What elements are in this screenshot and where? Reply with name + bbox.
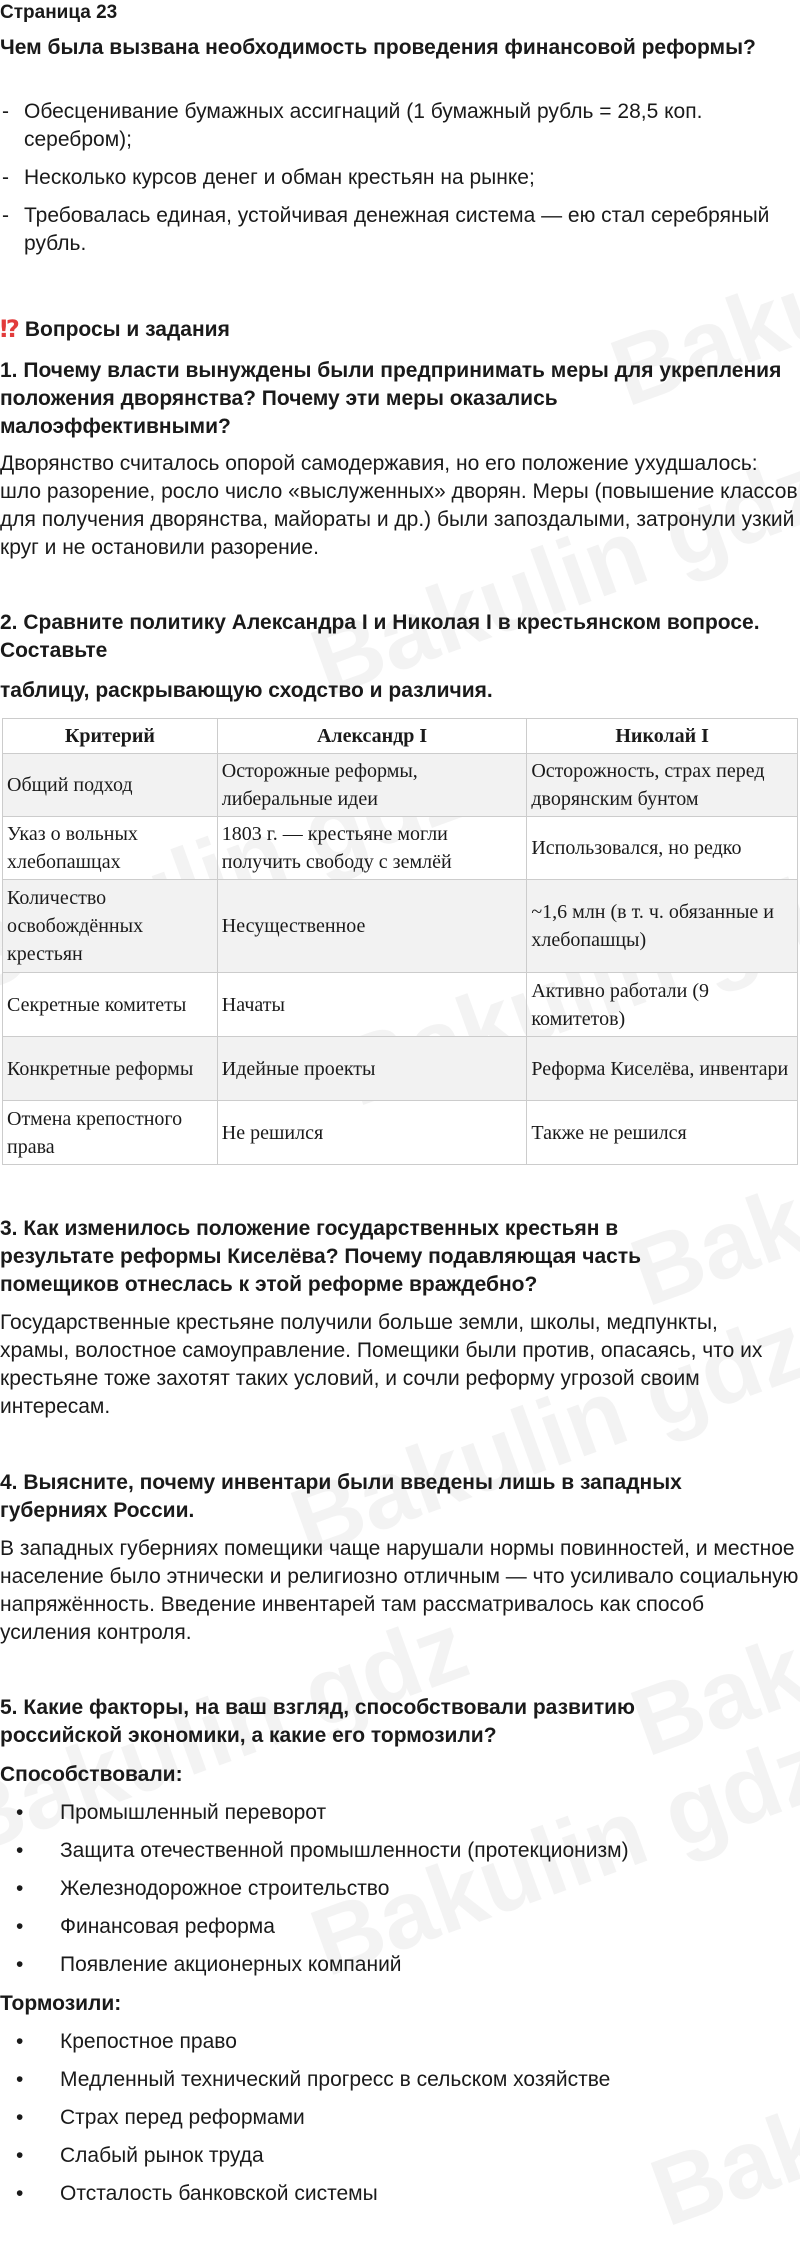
table-cell: Конкретные реформы xyxy=(3,1037,218,1101)
table-row xyxy=(3,880,798,973)
table-header: Александр I xyxy=(217,719,527,754)
table-cell: Указ о вольных хлебопашцах xyxy=(3,817,218,880)
table-header: Критерий xyxy=(3,719,218,754)
helped-label: Способствовали: xyxy=(0,1763,183,1786)
list-item: - Требовалась единая, устойчивая денежная система — ею стал серебряный рубль. xyxy=(2,204,770,255)
table-cell: Активно работали (9 комитетов) xyxy=(527,973,798,1037)
hindered-label: Тормозили: xyxy=(0,1992,122,2015)
table-cell: Начаты xyxy=(217,973,527,1037)
table-cell: Общий подход xyxy=(3,754,218,817)
list-item: • Появление акционерных компаний xyxy=(16,1953,402,1976)
q3-answer: Государственные крестьяне получили больше земли, школы, медпункты, храмы, волостное самоуправление. Помещики были против, опасаясь, что их крестьяне тоже захотят таких условий, и сочли реформу угрозой своим интересам. xyxy=(0,1311,763,1418)
q1-title: 1. Почему власти вынуждены были предпринимать меры для укрепления положения дворянства? Почему эти меры оказались малоэффективными? xyxy=(0,359,782,438)
table-cell: Секретные комитеты xyxy=(3,973,218,1037)
q4-answer: В западных губерниях помещики чаще нарушали нормы повинностей, и местное население было этнически и религиозно отличным — что усиливало социальную напряжённость. Введение инвентарей там рассматривалось как способ усиления контроля. xyxy=(0,1537,799,1644)
table-cell: Также не решился xyxy=(527,1101,798,1165)
exclamation-question-icon: ⁉ xyxy=(0,316,17,343)
page-number: Страница 23 xyxy=(0,2,118,23)
q2-title-line1: 2. Сравните политику Александра I и Николая I в крестьянском вопросе. Составьте xyxy=(0,611,760,662)
list-item: • Медленный технический прогресс в сельском хозяйстве xyxy=(16,2068,611,2091)
table-row xyxy=(3,754,798,817)
table-cell: Реформа Киселёва, инвентари xyxy=(527,1037,798,1101)
table-row xyxy=(3,1101,798,1165)
list-item: • Финансовая реформа xyxy=(16,1915,275,1938)
table-cell: Использовался, но редко xyxy=(527,817,798,880)
table-cell: Отмена крепостного права xyxy=(3,1101,218,1165)
table-cell: Несущественное xyxy=(217,880,527,973)
table-cell: Не решился xyxy=(217,1101,527,1165)
q1-answer: Дворянство считалось опорой самодержавия, но его положение ухудшалось: шло разорение, росло число «выслуженных» дворян. Меры (повышение классов для получения дворянства, майораты и др.) были запоздалыми, затронули узкий круг и не остановили разорение. xyxy=(0,452,798,559)
q4-title: 4. Выясните, почему инвентари были введены лишь в западных губерниях России. xyxy=(0,1471,682,1522)
q0-list xyxy=(0,98,800,268)
list-item: - Обесценивание бумажных ассигнаций (1 бумажный рубль = 28,5 коп. серебром); xyxy=(2,100,703,151)
table-cell: Количество освобождённых крестьян xyxy=(3,880,218,973)
hindered-list xyxy=(0,2028,800,2218)
comparison-table xyxy=(2,718,798,1165)
list-item: • Слабый рынок труда xyxy=(16,2144,264,2167)
list-item: • Отсталость банковской системы xyxy=(16,2182,378,2205)
q3-title: 3. Как изменилось положение государственных крестьян в результате реформы Киселёва? Почему подавляющая часть помещиков отнеслась к этой реформе враждебно? xyxy=(0,1217,642,1296)
q5-title: 5. Какие факторы, на ваш взгляд, способствовали развитию российской экономики, а какие его тормозили? xyxy=(0,1696,635,1747)
list-item: • Страх перед реформами xyxy=(16,2106,305,2129)
list-item: - Несколько курсов денег и обман крестьян на рынке; xyxy=(2,166,535,189)
table-cell: Идейные проекты xyxy=(217,1037,527,1101)
table-cell: 1803 г. — крестьяне могли получить свободу с землёй xyxy=(217,817,527,880)
q0-title: Чем была вызвана необходимость проведения финансовой реформы? xyxy=(0,36,756,59)
helped-list xyxy=(0,1799,800,1989)
list-item: • Промышленный переворот xyxy=(16,1801,327,1824)
table-header-row xyxy=(3,719,798,754)
table-header: Николай I xyxy=(527,719,798,754)
table-row xyxy=(3,973,798,1037)
section-title: Вопросы и задания xyxy=(24,317,230,341)
table-row xyxy=(3,1037,798,1101)
table-cell: Осторожные реформы, либеральные идеи xyxy=(217,754,527,817)
table-cell: ~1,6 млн (в т. ч. обязанные и хлебопашцы) xyxy=(527,880,798,973)
table-cell: Осторожность, страх перед дворянским бунтом xyxy=(527,754,798,817)
q2-title-line2: таблицу, раскрывающую сходство и различия. xyxy=(0,679,493,702)
list-item: • Крепостное право xyxy=(16,2030,237,2053)
section-heading xyxy=(0,315,230,344)
list-item: • Железнодорожное строительство xyxy=(16,1877,390,1900)
table-row xyxy=(3,817,798,880)
list-item: • Защита отечественной промышленности (протекционизм) xyxy=(16,1839,629,1862)
